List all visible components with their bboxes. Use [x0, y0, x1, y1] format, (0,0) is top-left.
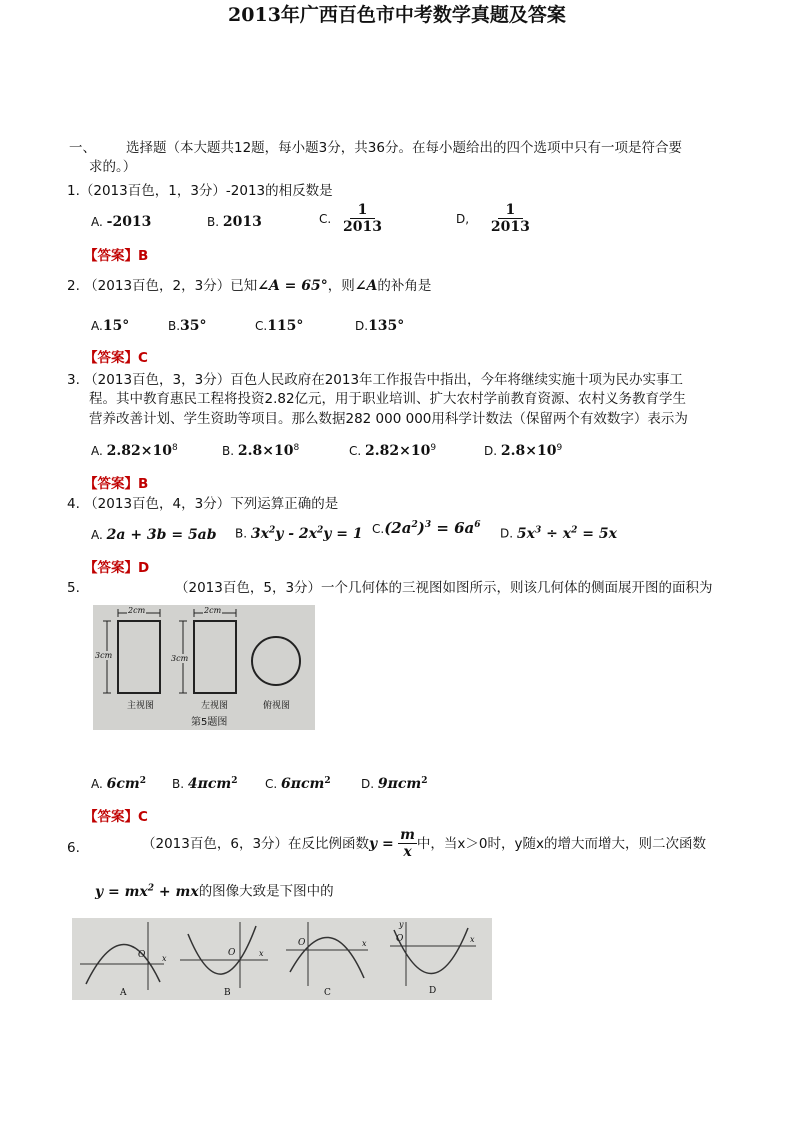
q1-option-a: A. -2013: [91, 214, 152, 230]
q3-option-b: B. $2.8\times 10^8$: [222, 443, 300, 459]
section-instructions-line1: 选择题（本大题共12题，每小题3分，共36分。在每小题给出的四个选项中只有一项是符合要: [126, 140, 682, 156]
graph-d-curve: [394, 928, 468, 974]
q6-number: 6.: [67, 840, 80, 856]
q5-option-b: B. 4πcm$^2$: [172, 776, 238, 792]
graph-d-origin: O: [396, 934, 404, 944]
left-width-label: 2cm: [204, 606, 222, 615]
q3-option-c: C. $2.82\times 10^9$: [349, 443, 437, 459]
q4-answer: 【答案】D: [84, 560, 150, 576]
graph-b-label: B: [224, 988, 231, 998]
q1-answer: 【答案】B: [84, 248, 149, 264]
graph-a-x-label: x: [162, 954, 167, 963]
q3-option-a: A. $2.82\times 10^8$: [91, 443, 178, 459]
left-height-label: 3cm: [171, 654, 189, 663]
q4-option-c: $C.(2a^2)^3 = 6a^6$: [372, 519, 481, 537]
section-instructions-line2: 求的。）: [89, 159, 137, 175]
q4-option-d: D. $5x^3 \div x^2 = 5x$: [500, 525, 617, 542]
graph-a-origin: O: [138, 950, 146, 960]
q5-option-c: C. 6πcm$^2$: [265, 776, 331, 792]
three-views-drawing: [93, 605, 315, 730]
left-view-rect: [194, 621, 236, 693]
graph-d-x-label: x: [470, 935, 475, 944]
front-view-rect: [118, 621, 160, 693]
top-view-circle: [252, 637, 300, 685]
q4-stem: 4. （2013百色，4，3分）下列运算正确的是: [67, 496, 339, 512]
graph-b-origin: O: [228, 948, 236, 958]
q2-answer: 【答案】C: [84, 350, 148, 366]
figure-caption: 第5题图: [191, 717, 228, 728]
top-view-label: 俯视图: [263, 701, 291, 711]
q6-stem-line2: $y = mx^2$ + mx的图像大致是下图中的: [95, 883, 334, 900]
front-width-label: 2cm: [128, 606, 146, 615]
page-title: 2013年广西百色市中考数学真题及答案: [228, 4, 566, 26]
q1-option-d: D, $\frac{1}{2013}$: [456, 202, 530, 235]
graph-c-label: C: [324, 988, 331, 998]
q1-option-c: C. $\frac{1}{2013}$: [319, 202, 382, 235]
q3-stem-line1: 3. （2013百色，3，3分）百色人民政府在2013年工作报告中指出，今年将继续实施十项为民办实事工: [67, 372, 684, 388]
graph-a-label: A: [120, 988, 127, 998]
q2-option-a: A.15°: [91, 318, 130, 334]
graph-b-x-label: x: [259, 949, 264, 958]
graph-b-curve: [188, 926, 256, 974]
q1-stem: 1.（2013百色，1，3分）-2013的相反数是: [67, 183, 333, 199]
q5-answer: 【答案】C: [84, 809, 148, 825]
section-number: 一、: [69, 140, 96, 156]
q6-stem: （2013百色，6，3分）在反比例函数y = $\frac{m}{x}$ 中，当x＞0时，y随x的增大而增大，则二次函数: [142, 827, 706, 860]
q3-stem-line2: 程。其中教育惠民工程将投资2.82亿元，用于职业培训、扩大农村学前教育资源、农村义务教育学生: [89, 391, 687, 407]
q6-graph-options-figure: [72, 918, 492, 1000]
q5-three-views-figure: [93, 605, 315, 730]
q3-option-d: D. $2.8\times 10^9$: [484, 443, 563, 459]
q5-stem: （2013百色，5，3分）一个几何体的三视图如图所示，则该几何体的侧面展开图的面积为: [175, 580, 713, 596]
left-view-label: 左视图: [201, 701, 229, 711]
graph-c-x-label: x: [362, 939, 367, 948]
front-height-label: 3cm: [95, 651, 113, 660]
q2-option-d: D.135°: [355, 318, 405, 334]
q5-number: 5.: [67, 580, 80, 596]
q4-option-b: B. $3x^2y - 2x^2y = 1$: [235, 525, 363, 542]
q2-option-c: C.115°: [255, 318, 304, 334]
graph-c-origin: O: [298, 938, 306, 948]
graph-d-y-label: y: [399, 920, 404, 929]
front-view-label: 主视图: [127, 701, 155, 711]
q1-option-b: B. 2013: [207, 214, 262, 230]
q2-stem: 2. （2013百色，2，3分）已知∠A = 65°，则∠A的补角是: [67, 278, 432, 294]
q3-stem-line3: 营养改善计划、学生资助等项目。那么数据282 000 000用科学计数法（保留两个有效数字）表示为: [89, 411, 688, 427]
graph-d-label: D: [429, 986, 437, 996]
q5-option-d: D. 9πcm$^2$: [361, 776, 428, 792]
q3-answer: 【答案】B: [84, 476, 149, 492]
q4-option-a: A. 2a + 3b = 5ab: [91, 527, 217, 543]
q2-option-b: B.35°: [168, 318, 207, 334]
q5-option-a: A. $6cm^2$: [91, 776, 146, 792]
